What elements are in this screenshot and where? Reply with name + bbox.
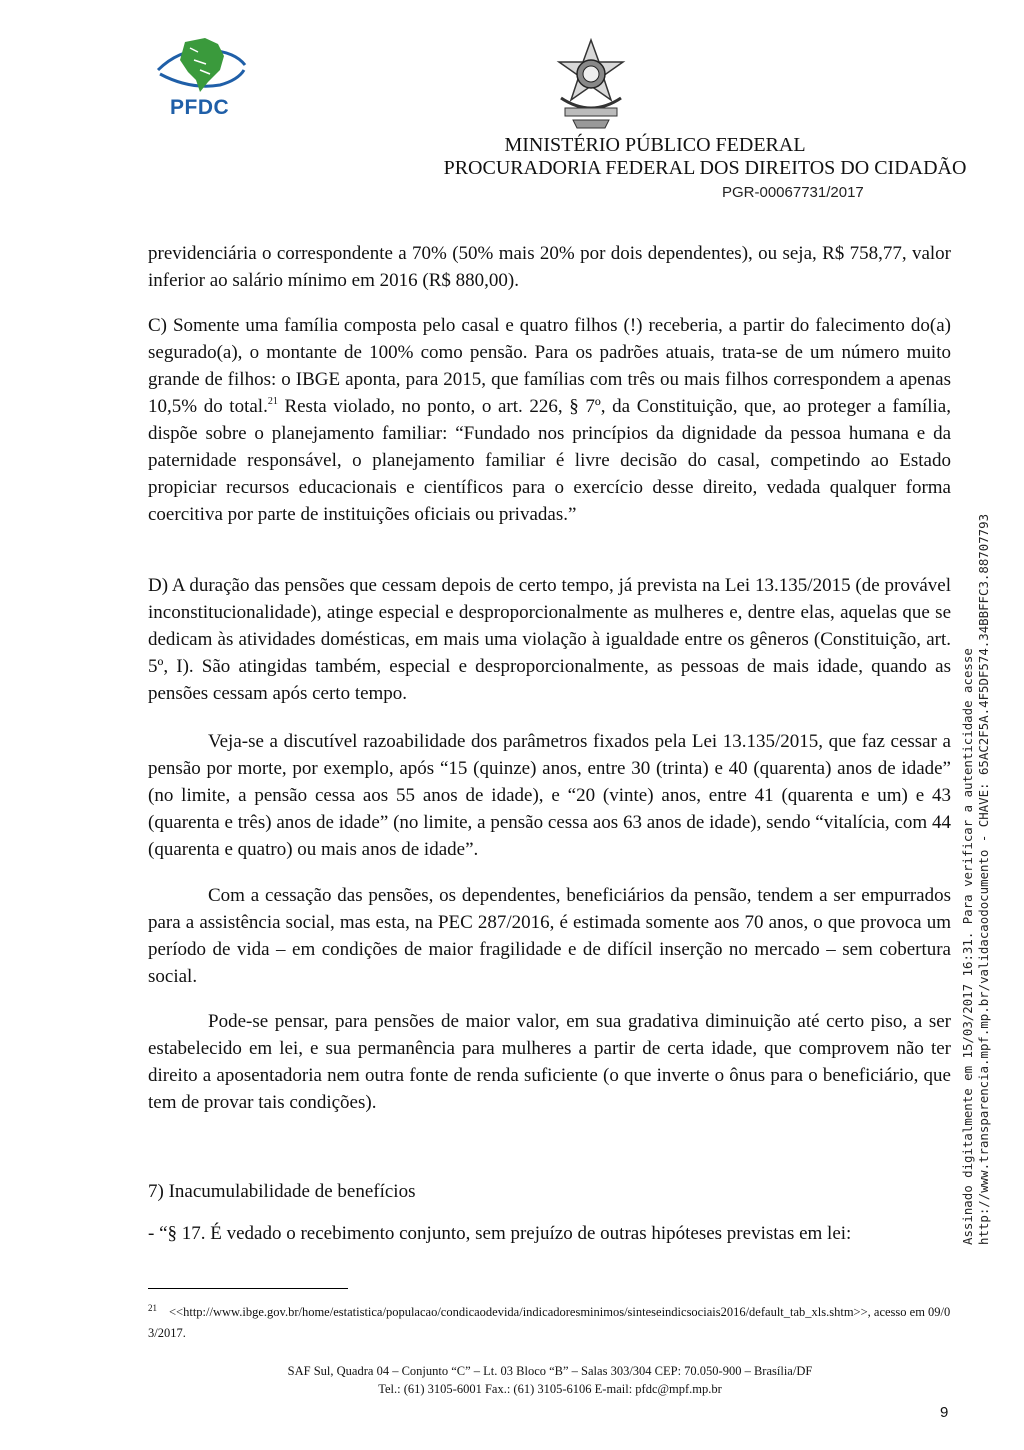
paragraph-1: [148, 240, 951, 294]
paragraph-c-text-b: Resta violado, no ponto, o art. 226, § 7º, da Constituição, que, ao proteger a família, dispõe sobre o planejamento familiar: “Fundado nos princípios da dignidade da pessoa humana e da paternidade responsável, o planejamento familiar é livre decisão do casal, competindo ao Estado propiciar recursos educacionais e científicos para o exercício desse direito, vedada qualquer forma coercitiva por parte de instituições oficiais ou privadas.”: [148, 396, 951, 525]
signature-line-2[interactable]: http://www.transparencia.mpf.mp.br/validacaodocumento - CHAVE: 65AC2F5A.4F5DF574.34BBFFC3.88707793: [976, 513, 991, 1245]
footnote-text: <<http://www.ibge.gov.br/home/estatistica/populacao/condicaodevida/indicadoresminimos/sinteseindicsociais2016/default_tab_xls.shtm>>, acesso em 09/03/2017.: [148, 1305, 951, 1340]
paragraph-6: [148, 1008, 951, 1116]
footnote: [148, 1298, 951, 1344]
footer-address: SAF Sul, Quadra 04 – Conjunto “C” – Lt. 03 Bloco “B” – Salas 303/304 CEP: 70.050-900 – Brasília/DF: [287, 1364, 813, 1378]
paragraph-8-text: - “§ 17. É vedado o recebimento conjunto, sem prejuízo de outras hipóteses previstas em lei:: [148, 1223, 852, 1244]
paragraph-1-text: previdenciária o correspondente a 70% (50% mais 20% por dois dependentes), ou seja, R$ 758,77, valor inferior ao salário mínimo em 2016 (R$ 880,00).: [148, 243, 951, 291]
section-heading-7: [148, 1178, 951, 1205]
header-procuradoria: PROCURADORIA FEDERAL DOS DIREITOS DO CIDADÃO: [443, 157, 967, 179]
paragraph-5-text: Com a cessação das pensões, os dependentes, beneficiários da pensão, tendem a ser empurrados para a assistência social, mas esta, na PEC 287/2016, é estimada somente aos 70 anos, o que provoca um período de vida – em condições de maior fragilidade e de difícil inserção no mercado – sem cobertura social.: [148, 885, 951, 987]
page-number: 9: [940, 1404, 949, 1421]
paragraph-5: [148, 882, 951, 990]
footer-contact: Tel.: (61) 3105-6001 Fax.: (61) 3105-6106 E-mail: pfdc@mpf.mp.br: [378, 1382, 722, 1396]
section-heading-7-text: 7) Inacumulabilidade de benefícios: [148, 1181, 416, 1202]
national-seal-icon: [553, 38, 629, 130]
paragraph-4: [148, 728, 951, 863]
digital-signature: [960, 425, 1000, 1245]
footnote-divider: [148, 1288, 348, 1289]
logo-text: PFDC: [170, 96, 230, 119]
paragraph-d: [148, 572, 951, 707]
paragraph-c: [148, 312, 951, 528]
paragraph-c-text-a: C) Somente uma família composta pelo casal e quatro filhos (!) receberia, a partir do falecimento do(a) segurado(a), o montante de 100% como pensão. Para os padrões atuais, trata-se de um número muito grande de filhos: o IBGE aponta, para 2015, que famílias com três ou mais filhos correspondem a apenas 10,5% do total.: [148, 315, 951, 417]
paragraph-4-text: Veja-se a discutível razoabilidade dos parâmetros fixados pela Lei 13.135/2015, que faz cessar a pensão por morte, por exemplo, após “15 (quinze) anos, entre 30 (trinta) e 40 (quarenta) anos de idade” (no limite, a pensão cessa aos 55 anos de idade), e “20 (vinte) anos, entre 41 (quarenta e um) e 43 (quarenta e três) anos de idade” (no limite, a pensão cessa aos 63 anos de idade), sendo “vitalícia, com 44 (quarenta e quatro) ou mais anos de idade”.: [148, 731, 951, 860]
signature-line-1: Assinado digitalmente em 15/03/2017 16:31. Para verificar a autenticidade acesse: [960, 648, 975, 1245]
brazil-map-icon: [150, 30, 250, 100]
footnote-number: 21: [148, 1303, 157, 1313]
document-number: PGR-00067731/2017: [722, 184, 864, 201]
pfdc-logo: [150, 30, 250, 120]
header-ministry: MINISTÉRIO PÚBLICO FEDERAL: [504, 134, 806, 156]
paragraph-d-text: D) A duração das pensões que cessam depois de certo tempo, já prevista na Lei 13.135/2015 (de provável inconstitucionalidade), atinge especial e desproporcionalmente as mulheres e, dentre elas, aquelas que se dedicam às atividades domésticas, em mais uma violação à igualdade entre os gêneros (Constituição, art. 5º, I). São atingidas também, especial e desproporcionalmente, as pessoas de mais idade, quando as pensões cessam após certo tempo.: [148, 575, 951, 704]
paragraph-8: [148, 1220, 951, 1247]
footnote-ref[interactable]: 21: [267, 396, 278, 407]
paragraph-6-text: Pode-se pensar, para pensões de maior valor, em sua gradativa diminuição até certo piso, a ser estabelecido em lei, e sua permanência para mulheres a partir de certa idade, que comprovem não ter direito a aposentadoria nem outra fonte de renda suficiente (o que inverte o ônus para o beneficiário, que tem de provar tais condições).: [148, 1011, 951, 1113]
